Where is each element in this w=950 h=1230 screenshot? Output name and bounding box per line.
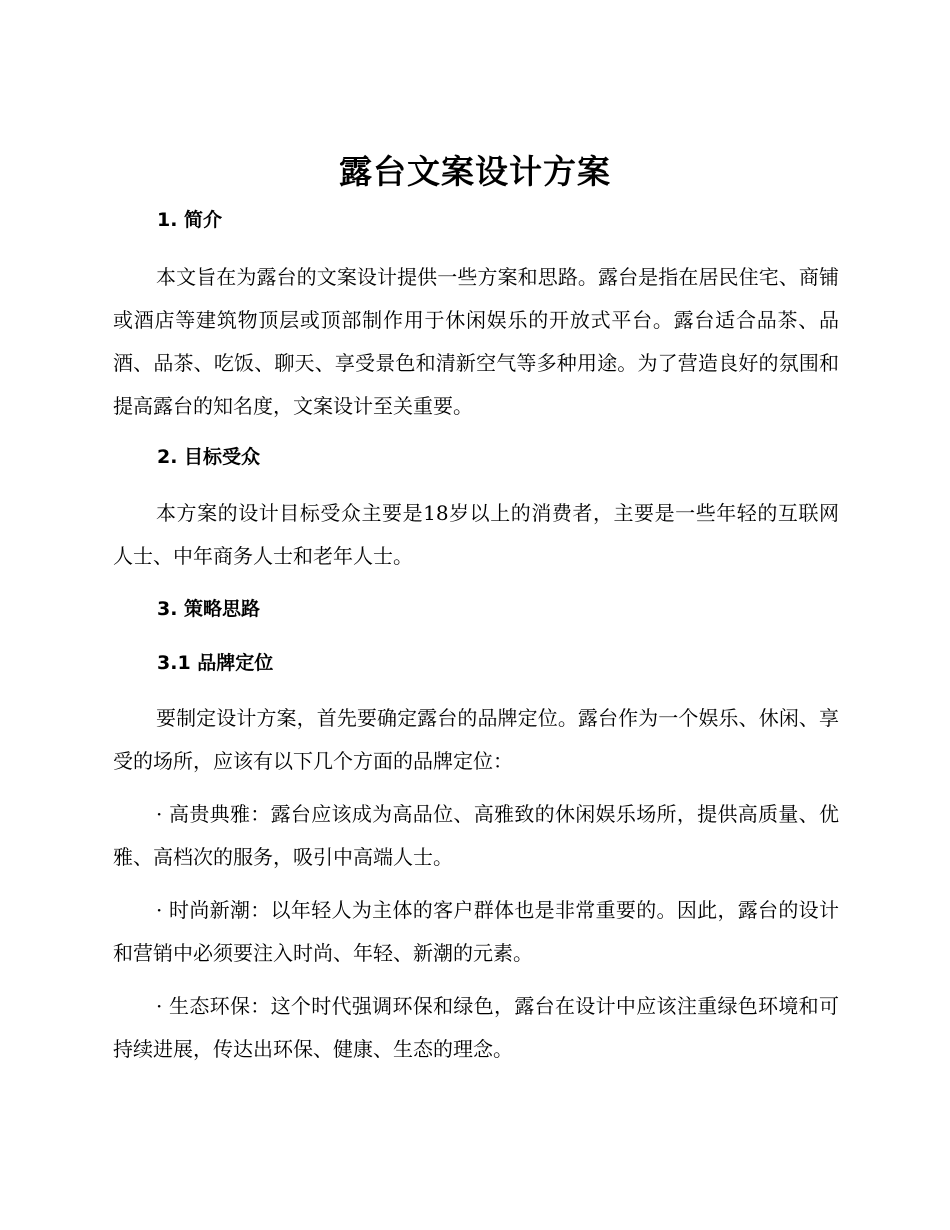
paragraph-audience: 本方案的设计目标受众主要是18岁以上的消费者，主要是一些年轻的互联网人士、中年商务人士和老年人士。	[113, 501, 839, 568]
bullet-item-eco: · 生态环保：这个时代强调环保和绿色，露台在设计中应该注重绿色环境和可持续进展，传达出环保、健康、生态的理念。	[113, 994, 839, 1061]
section-heading-audience: 2. 目标受众	[157, 446, 261, 468]
bullet-item-fashion: · 时尚新潮：以年轻人为主体的客户群体也是非常重要的。因此，露台的设计和营销中必须要注入时尚、年轻、新潮的元素。	[113, 898, 839, 965]
section-heading-strategy: 3. 策略思路	[157, 598, 261, 620]
section-heading-brand-positioning: 3.1 品牌定位	[157, 652, 274, 674]
section-heading-intro: 1. 简介	[157, 209, 223, 231]
document-title: 露台文案设计方案	[339, 152, 611, 191]
paragraph-intro: 本文旨在为露台的文案设计提供一些方案和思路。露台是指在居民住宅、商铺或酒店等建筑物顶层或顶部制作用于休闲娱乐的开放式平台。露台适合品茶、品酒、品茶、吃饭、聊天、享受景色和清新空气等多种用途。为了营造良好的氛围和提高露台的知名度，文案设计至关重要。	[113, 265, 839, 418]
paragraph-brand-positioning: 要制定设计方案，首先要确定露台的品牌定位。露台作为一个娱乐、休闲、享受的场所，应该有以下几个方面的品牌定位：	[113, 706, 839, 773]
bullet-item-elegant: · 高贵典雅：露台应该成为高品位、高雅致的休闲娱乐场所，提供高质量、优雅、高档次的服务，吸引中高端人士。	[113, 802, 839, 869]
